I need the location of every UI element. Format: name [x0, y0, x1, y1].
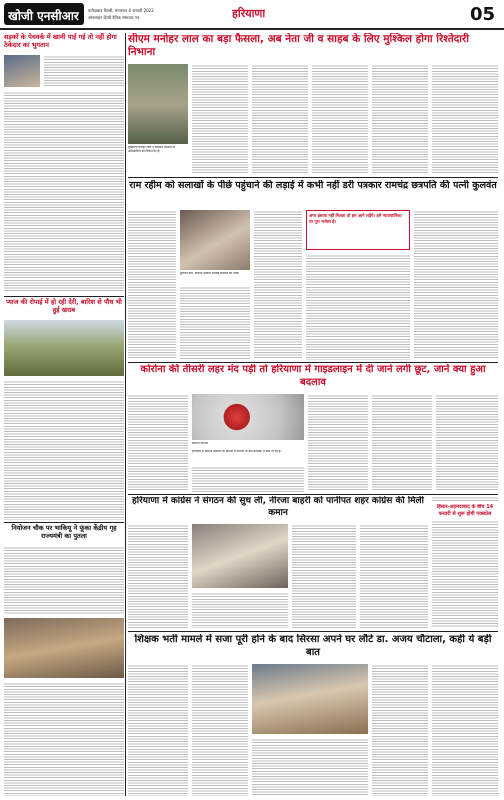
pull-quote: अगर इंसाफ नहीं मिलता तो हम आगे लड़ेंगे। हमें न्यायपालिका पर पूरा भरोसा है। [309, 213, 402, 224]
right-top-body [432, 496, 498, 502]
corona-headline: कोरोना की तीसरी लहर मंद पड़ी तो हरियाणा में गाइडलाइन में दी जाने लगी छूट, जानें क्या हुआ बदलाव [140, 364, 486, 388]
congress-body-col4 [360, 524, 428, 628]
congress-body-col1 [128, 524, 188, 628]
left-top-body-2 [4, 91, 124, 291]
edition-line: ऑनलाइन हिन्दी दैनिक समाचार पत्र [88, 15, 140, 20]
left-top-body [44, 55, 124, 87]
banner-body-col5 [432, 64, 498, 174]
teacher-body-col4 [372, 664, 428, 796]
congress-body-col3 [292, 524, 356, 628]
section-rule-4 [128, 631, 498, 632]
banner-body-col2 [252, 64, 308, 174]
left-top-story [4, 33, 124, 295]
bku-body-2 [4, 682, 124, 796]
corona-body-col3 [308, 394, 368, 492]
bku-photo [4, 618, 124, 678]
congress-photo [192, 524, 288, 588]
bku-body [4, 546, 124, 614]
corona-body-col5 [436, 394, 498, 492]
brand-name: खोजी एनसीआर [8, 9, 79, 23]
ram-rahim-body-col3 [254, 210, 302, 360]
banner-body-col3 [312, 64, 368, 174]
ram-rahim-body-col4 [306, 254, 410, 360]
page-number: 05 [470, 4, 496, 25]
ram-rahim-body-col5 [414, 210, 498, 360]
date-line: फरीदाबाद दिल्ली, मंगलवार 4 जनवरी 2022 [88, 8, 154, 13]
hisar-headline: हिसार-अहमदाबाद के बीच 14 फरवरी से शुरू होगी एक्सप्रेस [436, 504, 494, 517]
rain-body [4, 380, 124, 520]
banner-photo-caption: मुख्यमंत्री मनोहर लाल ने संबंधित विभागों के अधिकारियों को निर्देश दिए हैं। [128, 146, 175, 153]
section-name: हरियाणा [232, 7, 266, 20]
pull-quote-box [306, 210, 410, 250]
congress-headline: हरियाणा में कांग्रेस ने संगठन की सुध ली, नीरजा बाहरी को पानीपत शहर कांग्रेस की मिली कमान [132, 496, 424, 518]
section-rule-left-1 [4, 296, 124, 297]
left-top-headline: सड़कों के पेचवर्क में खामी पाई गई तो नहीं होगा ठेकेदार का भुगतान [4, 33, 117, 49]
banner-body-col4 [372, 64, 428, 174]
banner-headline: सीएम मनोहर लाल का बड़ा फैसला, अब नेता जी व साहब के लिए मुश्किल होगा रिश्तेदारी निभाना [128, 33, 470, 58]
corona-body-col4 [372, 394, 432, 492]
rain-photo [4, 320, 124, 376]
ram-rahim-body-col1 [128, 210, 176, 360]
section-rule-2 [128, 362, 498, 363]
corona-subhead: हरियाणा में कोरोना संक्रमण के मामलों में गिरावट के बाद प्रतिबंधों में ढील दी गई है। [192, 450, 282, 453]
ram-rahim-body-col2 [180, 286, 250, 360]
banner-photo [128, 64, 188, 144]
bku-headline: नियोजन चौक पर भाकियू ने फूंका केंद्रीय गृह राज्यमंत्री का पुतला [11, 524, 117, 540]
section-rule-1 [128, 177, 498, 178]
banner-body-col1 [192, 64, 248, 174]
rain-headline: प्याज की रोपाई में हो रही देरी, बारिश से पौध भी हुई खराब [6, 298, 122, 314]
teacher-headline: शिक्षक भर्ती मामले में सजा पूरी होने के बाद सिरसा अपने घर लौटे डा. अजय चौटाला, कही ये बड़ी बात [134, 634, 492, 658]
section-rule-3 [128, 494, 498, 495]
section-rule-left-2 [4, 522, 124, 523]
left-top-photo [4, 55, 40, 87]
ram-rahim-headline: राम रहीम को सलाखों के पीछे पहुंचाने की लड़ाई में कभी नहीं डरी पत्रकार रामचंद्र छत्रपति की पत्नी कुलवंत [129, 180, 497, 191]
teacher-body-col3 [252, 738, 368, 796]
corona-photo [192, 394, 304, 440]
corona-body-col2 [192, 466, 304, 492]
teacher-photo [252, 664, 368, 734]
column-rule-left [125, 33, 126, 796]
masthead [0, 0, 504, 30]
ram-rahim-caption: कुलवंत कौर, दिवंगत पत्रकार रामचंद्र छत्रपति की पत्नी। [180, 272, 240, 275]
hisar-body [432, 520, 498, 628]
congress-body-col2 [192, 592, 288, 628]
corona-body-col1 [128, 394, 188, 492]
teacher-body-col1 [128, 664, 188, 796]
teacher-body-col5 [432, 664, 498, 796]
ram-rahim-photo [180, 210, 250, 270]
teacher-body-col2 [192, 664, 248, 796]
corona-caption: कोरोना वायरस [192, 442, 208, 445]
